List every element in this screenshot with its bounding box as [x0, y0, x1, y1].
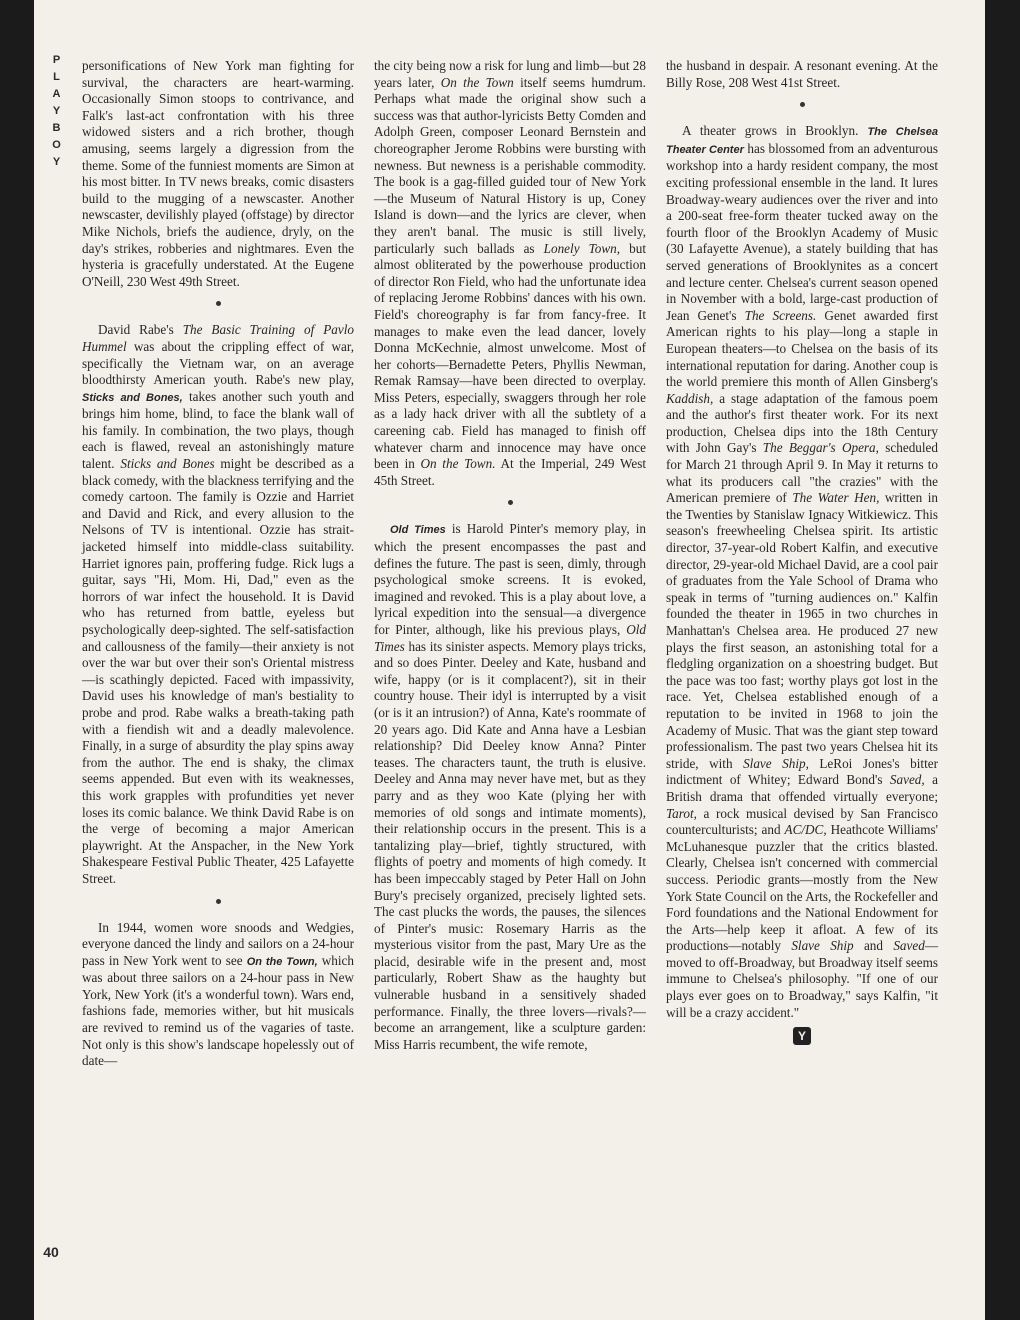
running-head-letter: O: [52, 139, 62, 151]
play-title: On the Town: [440, 74, 514, 90]
play-title: The Screens.: [744, 307, 817, 323]
play-title: Slave Ship: [791, 938, 854, 954]
column-1: [82, 58, 354, 1070]
running-head-letter: A: [52, 88, 62, 100]
review-neil-simon-ending: personifications of New York man fighting for survival, the characters are heart-warming. Occasionally Simon stoops to contrivance, and Falk's last-act confrontation with his three widowed sisters and a rich brother, though amusing, seems largely a digression from the theme. Some of the funniest moments are Simon at his most bitter. In TV news breaks, comic disasters build to the mugging of a newscaster. Another newscaster, devilishly played (offstage) by director Mike Nichols, briefs the audience, dryly, on the day's strikes, robberies and nightmares. Even the hysteria is gracefully understated. At the Eugene O'Neill, 230 West 49th Street.: [82, 58, 354, 289]
running-head-letter: L: [53, 71, 61, 83]
running-head-letter: Y: [52, 156, 62, 168]
running-head-letter: P: [52, 54, 62, 66]
play-title: Saved: [893, 938, 925, 954]
play-title: Sticks and Bones,: [82, 391, 183, 404]
play-title: On the Town,: [246, 955, 318, 968]
play-title: Saved,: [889, 772, 925, 788]
page-number: 40: [43, 1244, 59, 1260]
running-head-letter: B: [52, 122, 62, 134]
play-title: Kaddish,: [666, 390, 714, 406]
end-mark-icon: Y: [793, 1027, 811, 1045]
play-title: The Water Hen,: [792, 490, 880, 506]
section-separator: [82, 896, 354, 906]
play-title: Sticks and Bones: [120, 456, 215, 472]
column-3: [666, 58, 938, 1045]
review-old-times-continued: the husband in despair. A resonant evening. At the Billy Rose, 208 West 41st Street.: [666, 58, 938, 90]
theater-name: The Chelsea Theater Center: [666, 126, 938, 156]
play-title: The Basic Training of Pavlo Hummel: [82, 322, 354, 354]
review-chelsea-theater: A theater grows in Brooklyn. The Chelsea Theater Center has blossomed from an adventurous workshop into a hardy resident company, the most exciting professional ensemble in the land. It lures Broadway-weary audiences over the river and into a 200-seat free-form theater tucked away on the fourth floor of the Brooklyn Academy of Music (30 Lafayette Avenue), a stately building that has served generations of Brooklynites as a concert and lecture center. Chelsea's current season opened in November with a bold, large-cast production of Jean Genet's The Screens. Genet awarded first American rights to his play—long a staple in European theaters—to Chelsea on the basis of its international reputation for daring. Another coup is the world premiere this month of Allen Ginsberg's Kaddish, a stage adaptation of the famous poem and the author's first theater work. For its next production, Chelsea dips into the 18th Century with John Gay's The Beggar's Opera, scheduled for March 21 through April 9. In May it returns to what its producers call "the crazies" with the American premiere of The Water Hen, written in the Twenties by Stanislaw Ignacy Witkiewicz. This season's freewheeling Chelsea spirit. Its artistic director, 37-year-old Robert Kalfin, and executive director, 29-year-old Michael David, are a cool pair of graduates from the Yale School of Drama who speak in terms of "turning audiences on." Kalfin founded the theater in 1965 in two churches in Manhattan's Chelsea area. He produced 27 new plays the first season, an astonishing total for a fledgling organization on a shoestring budget. But the pace was too fast; worthy plays got lost in the race. Yet, Chelsea established enough of a reputation to be invited in 1968 to join the Academy of Music. That was the giant step toward professionalism. The past two years Chelsea hit its stride, with Slave Ship, LeRoi Jones's bitter indictment of Whitey; Edward Bond's Saved, a British drama that offended virtually everyone; Tarot, a rock musical devised by San Francisco counterculturists; and AC/DC, Heathcote Williams' McLuhanesque puzzler that the critics blasted. Clearly, Chelsea isn't concerned with commercial success. Periodic grants—mostly from the New York State Council on the Arts, the Rockefeller and Ford foundations and the National Endowment for the Arts—help keep it afloat. A few of its productions—notably Slave Ship and Saved—moved to off-Broadway, but Broadway itself seems immune to Chelsea's philosophy. "If one of our plays ever goes on to Broadway," says Kalfin, "it will be a crazy accident.": [666, 123, 938, 1020]
review-on-the-town-continued: the city being now a risk for lung and limb—but 28 years later, On the Town itself seems humdrum. Perhaps what made the original show such a success was that author-lyricists Betty Comden and Adolph Green, composer Leonard Bernstein and choreographer Jerome Robbins were bursting with newness. But newness is a perishable commodity. The book is a gag-filled guided tour of New York—the Museum of Natural History is up, Coney Island is down—and the lyrics are clever, when they aren't banal. The music is still lively, particularly such ballads as Lonely Town, but almost obliterated by the powerhouse production of director Ron Field, who had the unfortunate idea of replacing Jerome Robbins' dances with his own. Field's choreography is far from fancy-free. It manages to make even the lead dancer, lovely Donna McKechnie, almost unwelcome. Most of her cohorts—Bernadette Peters, Phyllis Newman, Remak Ramsay—have been directed to overplay. Miss Peters, especially, swaggers through her role as a lady hack driver with all the subtlety of a careening cab. Field has managed to finish off whatever charm and innocence may have once been in On the Town. At the Imperial, 249 West 45th Street.: [374, 58, 646, 488]
play-title: On the Town.: [420, 456, 496, 472]
running-head-letter: Y: [52, 105, 62, 117]
section-separator: [82, 298, 354, 308]
review-old-times: Old Times is Harold Pinter's memory play, in which the present encompasses the past and defines the future. The past is seen, dimly, through psychological smoke screens. It is evoked, imagined and revoked. This is a play about love, a lyrical expedition into the sensual—a divergence for Pinter, although, like his previous plays, Old Times has its sinister aspects. Memory plays tricks, and so does Pinter. Deeley and Kate, husband and wife, happy (or is it complacent?), sit in their country house. Their idyl is interrupted by a visit (or is it an intrusion?) of Anna, Kate's roommate of 20 years ago. Did Kate and Anna have a Lesbian relationship? Did Deeley know Anna? Pinter teases. The characters taunt, the truth is elusive. Deeley and Anna may never have met, but as they parry and as they woo Kate (plying her with memories of old songs and intimate moments), their relationship occurs in the present. This is a tantalizing play—brief, tightly structured, with flights of poetry and moments of high comedy. It has been impeccably staged by Peter Hall on John Bury's precisely organized, precisely lighted sets. The cast plucks the words, the pauses, the silences of Pinter's music: Rosemary Harris as the mysterious visitor from the past, Mary Ure as the placid, desirable wife in the present and, most particularly, Robert Shaw as the haughty but vulnerable husband in a sensitively shaded performance. Finally, the three lovers—rivals?—become an arrangement, like a sculpture garden: Miss Harris recumbent, the wife remote,: [374, 521, 646, 1052]
play-title: The Beggar's Opera,: [762, 440, 879, 456]
review-on-the-town: In 1944, women wore snoods and Wedgies, everyone danced the lindy and sailors on a 24-hour pass in New York went to see On the Town, which was about three sailors on a 24-hour pass in New York, New York (it's a wonderful town). Wars end, fashions fade, memories wither, but hit musicals are revived to remind us of the vagaries of taste. Not only is this show's landscape hopelessly out of date—: [82, 919, 354, 1069]
section-separator: [666, 99, 938, 109]
section-separator: [374, 497, 646, 507]
play-title: Old Times: [374, 622, 646, 654]
review-sticks-and-bones: David Rabe's The Basic Training of Pavlo Hummel was about the crippling effect of war, specifically the Vietnam war, on an average bloodthirsty American youth. Rabe's new play, Sticks and Bones, takes another such youth and brings him home, blind, to face the blank wall of his family. In combination, the two plays, though each is flawed, reveal an astonishingly mature talent. Sticks and Bones might be described as a black comedy, with the blackness terrifying and the comedy cartoon. The family is Ozzie and Harriet and David and Rick, and every allusion to the Nelsons of TV is intentional. Ozzie has strait-jacketed himself into middle-class suitability. Harriet ignores pain, proffering fudge. Rick lugs a guitar, says "Hi, Mom. Hi, Dad," even as the horrors of war infect the household. It is David who has returned from battle, eyeless but psychologically deep-sighted. The self-satisfaction and callousness of the family—their anxiety is not over the war but over their son's Oriental mistress—is scathingly depicted. Faced with impassivity, David uses his knowledge of man's bestiality to probe and prod. Rabe walks a breath-taking path with a fiendish wit and a deadly malevolence. Finally, in a surge of absurdity the play spins away from the author. The end is shaky, the climax seems appended. But even with its weaknesses, this work grapples with profundities yet never loses its comic balance. We think David Rabe is on the verge of becoming a major American playwright. At the Anspacher, in the New York Shakespeare Festival Public Theater, 425 Lafayette Street.: [82, 322, 354, 886]
play-title: Old Times: [390, 524, 446, 537]
play-title: Slave Ship,: [743, 755, 809, 771]
magazine-page: [34, 0, 985, 1320]
play-title: AC/DC,: [784, 822, 827, 838]
column-2: [374, 58, 646, 1053]
play-title: Tarot,: [666, 805, 697, 821]
running-head: [42, 52, 72, 171]
song-title: Lonely Town,: [543, 240, 621, 256]
